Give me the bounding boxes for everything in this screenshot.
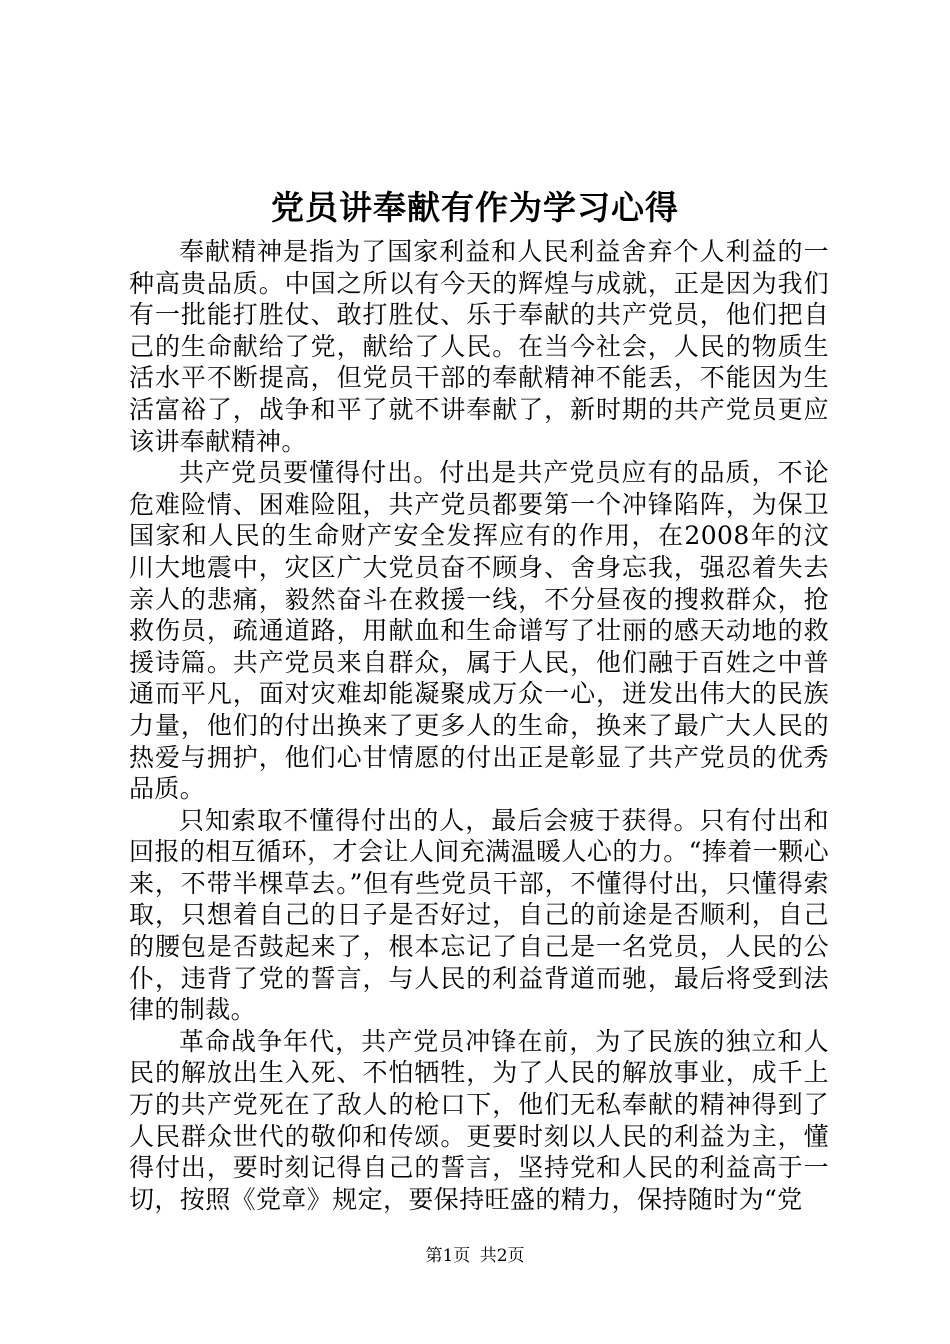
page-number-footer: 第1页 共2页 [425, 1246, 525, 1266]
document-title: 党员讲奉献有作为学习心得 [271, 188, 679, 227]
paragraph-2: 共产党员要懂得付出。付出是共产党员应有的品质，不论危难险情、困难险阻，共产党员都要第一个冲锋陷阵，为保卫国家和人民的生命财产安全发挥应有的作用，在2008年的汶川大地震中，灾区广大党员奋不顾身、舍身忘我，强忍着失去亲人的悲痛，毅然奋斗在救援一线，不分昼夜的搜救群众，抢救伤员，疏通道路，用献血和生命谱写了壮丽的感天动地的救援诗篇。共产党员来自群众，属于人民，他们融于百姓之中普通而平凡，面对灾难却能凝聚成万众一心，迸发出伟大的民族力量，他们的付出换来了更多人的生命，换来了最广大人民的热爱与拥护，他们心甘情愿的付出正是彰显了共产党员的优秀品质。 [129, 458, 829, 804]
paragraph-1: 奉献精神是指为了国家利益和人民利益舍弃个人利益的一种高贵品质。中国之所以有今天的辉煌与成就，正是因为我们有一批能打胜仗、敢打胜仗、乐于奉献的共产党员，他们把自己的生命献给了党，献给了人民。在当今社会，人民的物质生活水平不断提高，但党员干部的奉献精神不能丢，不能因为生活富裕了，战争和平了就不讲奉献了，新时期的共产党员更应该讲奉献精神。 [129, 237, 829, 456]
paragraph-3: 只知索取不懂得付出的人，最后会疲于获得。只有付出和回报的相互循环，才会让人间充满温暖人心的力。“捧着一颗心来，不带半棵草去。”但有些党员干部，不懂得付出，只懂得索取，只想着自己的日子是否好过，自己的前途是否顺利，自己的腰包是否鼓起来了，根本忘记了自己是一名党员，人民的公仆，违背了党的誓言，与人民的利益背道而驰，最后将受到法律的制裁。 [129, 805, 829, 1025]
paragraph-4: 革命战争年代，共产党员冲锋在前，为了民族的独立和人民的解放出生入死、不怕牺牲，为了人民的解放事业，成千上万的共产党死在了敌人的枪口下，他们无私奉献的精神得到了人民群众世代的敬仰和传颂。更要时刻以人民的利益为主，懂得付出，要时刻记得自己的誓言，坚持党和人民的利益高于一切，按照《党章》规定，要保持旺盛的精力，保持随时为“党 [129, 1026, 829, 1214]
document-body [129, 236, 829, 1215]
